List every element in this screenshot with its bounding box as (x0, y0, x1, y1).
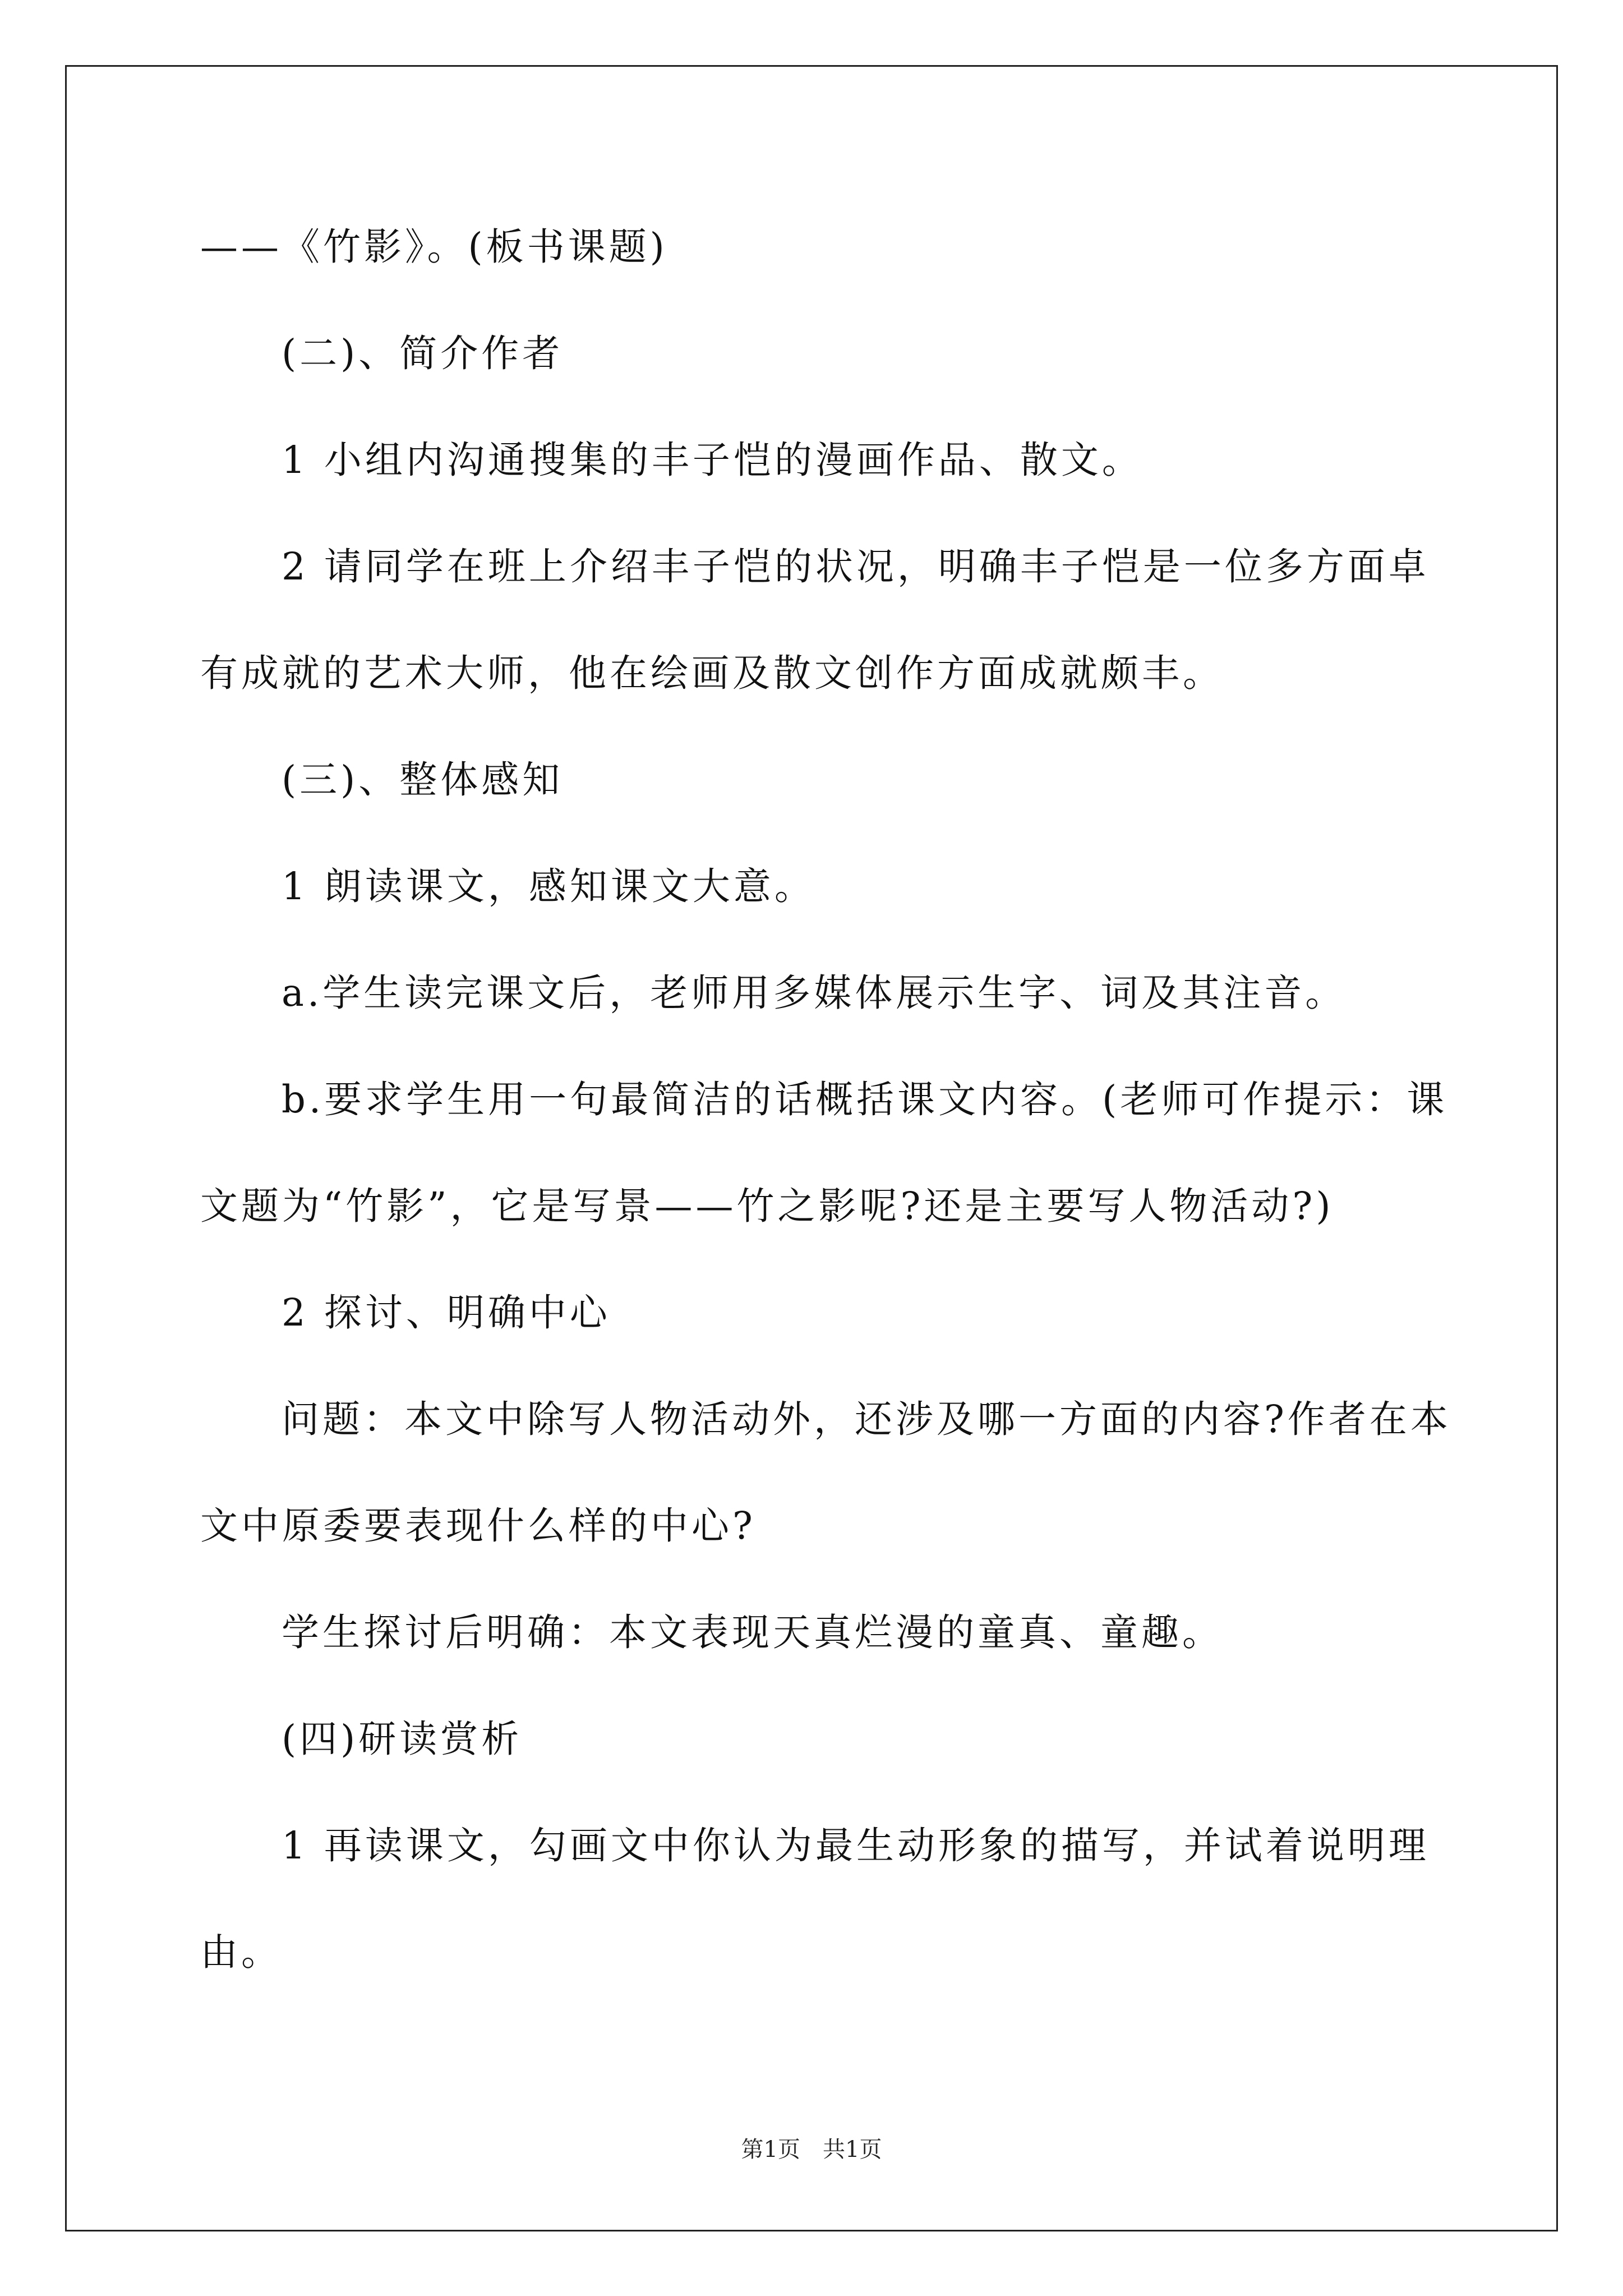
paragraph: 问题：本文中除写人物活动外，还涉及哪一方面的内容?作者在本 (282, 1397, 1451, 1441)
paragraph: 2 请同学在班上介绍丰子恺的状况，明确丰子恺是一位多方面卓 (282, 545, 1430, 588)
paragraph: 2 探讨、明确中心 (282, 1291, 611, 1335)
paragraph: 1 小组内沟通搜集的丰子恺的漫画作品、散文。 (282, 438, 1143, 482)
paragraph: a.学生读完课文后，老师用多媒体展示生字、词及其注音。 (282, 971, 1347, 1015)
page-number-current: 第1页 (741, 2137, 800, 2162)
paragraph: 有成就的艺术大师，他在绘画及散文创作方面成就颇丰。 (200, 651, 1224, 695)
section-heading-author: (二)、简介作者 (282, 332, 564, 375)
section-heading-analysis: (四)研读赏析 (282, 1717, 523, 1761)
paragraph: 学生探讨后明确：本文表现天真烂漫的童真、童趣。 (282, 1611, 1223, 1654)
paragraph: 由。 (200, 1930, 282, 1974)
paragraph: 1 朗读课文，感知课文大意。 (282, 864, 815, 908)
page-footer (0, 2132, 1623, 2164)
page-number-total: 共1页 (823, 2137, 882, 2162)
paragraph: 文题为“竹影”，它是写景——竹之影呢?还是主要写人物活动?) (200, 1184, 1334, 1228)
paragraph: b.要求学生用一句最简洁的话概括课文内容。(老师可作提示：课 (282, 1078, 1448, 1121)
page-border (65, 65, 1558, 2231)
paragraph: 文中原委要表现什么样的中心? (200, 1504, 756, 1548)
section-heading-overview: (三)、整体感知 (282, 758, 564, 802)
paragraph-title-line: ——《竹影》。(板书课题) (200, 225, 668, 269)
paragraph: 1 再读课文，勾画文中你认为最生动形象的描写，并试着说明理 (282, 1824, 1430, 1867)
